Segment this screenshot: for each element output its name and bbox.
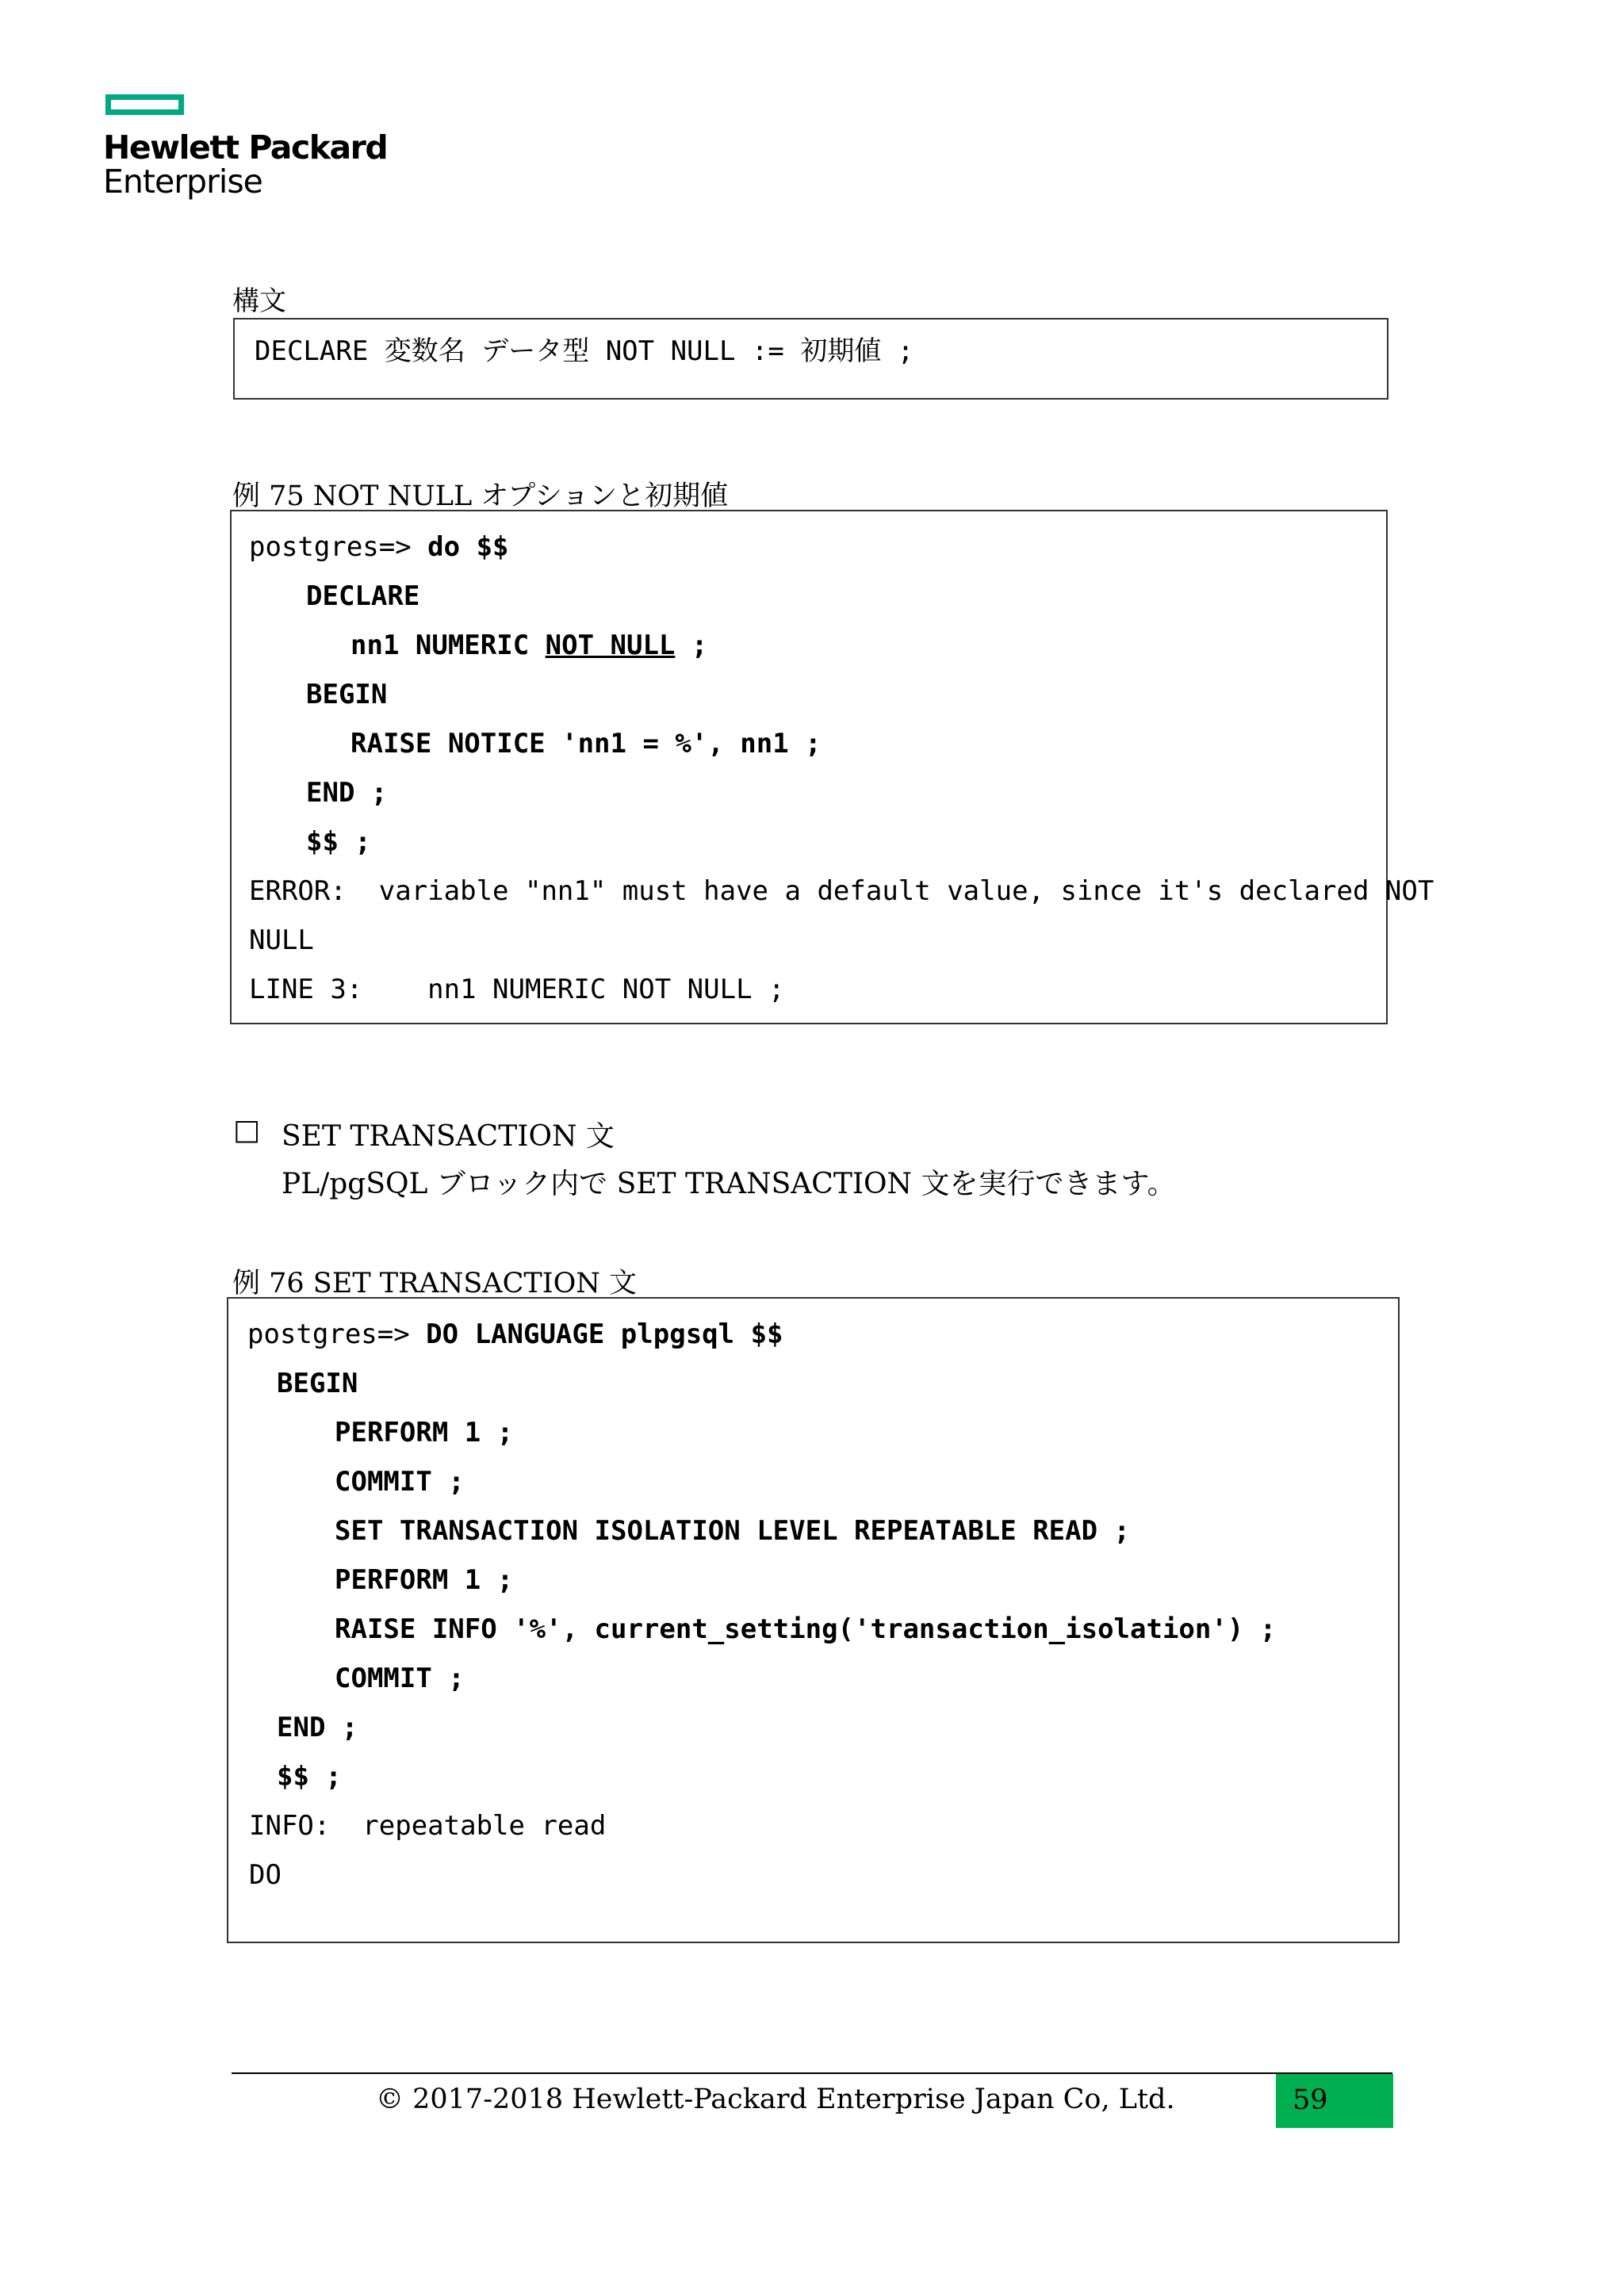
hpe-logo-mark <box>105 94 184 115</box>
code-line: SET TRANSACTION ISOLATION LEVEL REPEATABLE READ ; <box>335 1515 1131 1547</box>
example-75-caption: 例 75 NOT NULL オプションと初期値 <box>232 480 729 512</box>
code-line: nn1 NUMERIC NOT NULL ; <box>350 629 708 661</box>
output-line: INFO: repeatable read <box>249 1810 607 1842</box>
syntax-box <box>233 318 1388 400</box>
syntax-code: DECLARE 変数名 データ型 NOT NULL := 初期値 ; <box>255 335 914 367</box>
footer-copyright: © 2017-2018 Hewlett-Packard Enterprise Japan Co, Ltd. <box>376 2084 1175 2115</box>
code-line: $$ ; <box>277 1761 342 1793</box>
logo-text-line2: Enterprise <box>103 163 262 201</box>
output-line: ERROR: variable "nn1" must have a default value, since it's declared NOT <box>249 875 1434 907</box>
syntax-heading: 構文 <box>232 285 286 317</box>
output-line: DO <box>249 1859 282 1891</box>
code-line: PERFORM 1 ; <box>335 1417 514 1448</box>
code-line: postgres=> do $$ <box>249 531 509 563</box>
footer-divider <box>232 2072 1392 2074</box>
example-76-code-box <box>227 1297 1400 1943</box>
code-line: $$ ; <box>306 826 371 858</box>
code-line: RAISE NOTICE 'nn1 = %', nn1 ; <box>350 728 822 760</box>
code-line: PERFORM 1 ; <box>335 1564 514 1596</box>
code-line: COMMIT ; <box>335 1466 465 1498</box>
output-line: NULL <box>249 924 314 956</box>
logo-text-line1: Hewlett Packard <box>103 128 388 166</box>
page-number: 59 <box>1293 2084 1328 2116</box>
code-line: END ; <box>277 1712 358 1743</box>
example-76-caption: 例 76 SET TRANSACTION 文 <box>232 1268 638 1299</box>
psql-prompt: postgres=> <box>247 1318 427 1350</box>
underlined-keyword: NOT NULL <box>545 629 676 661</box>
code-line: RAISE INFO '%', current_setting('transaction_isolation') ; <box>335 1613 1277 1645</box>
code-line: COMMIT ; <box>335 1663 465 1694</box>
section-title: SET TRANSACTION 文 <box>282 1120 615 1153</box>
code-line: BEGIN <box>306 679 388 710</box>
code-line: DECLARE <box>306 580 420 612</box>
code-line: BEGIN <box>277 1368 358 1399</box>
output-line: LINE 3: nn1 NUMERIC NOT NULL ; <box>249 974 785 1005</box>
code-line: END ; <box>306 777 388 809</box>
psql-prompt: postgres=> <box>249 531 428 563</box>
section-bullet: □ <box>233 1114 261 1146</box>
section-description: PL/pgSQL ブロック内で SET TRANSACTION 文を実行できます。 <box>282 1168 1176 1200</box>
code-line: postgres=> DO LANGUAGE plpgsql $$ <box>247 1318 783 1350</box>
example-75-code-box <box>230 510 1434 1024</box>
